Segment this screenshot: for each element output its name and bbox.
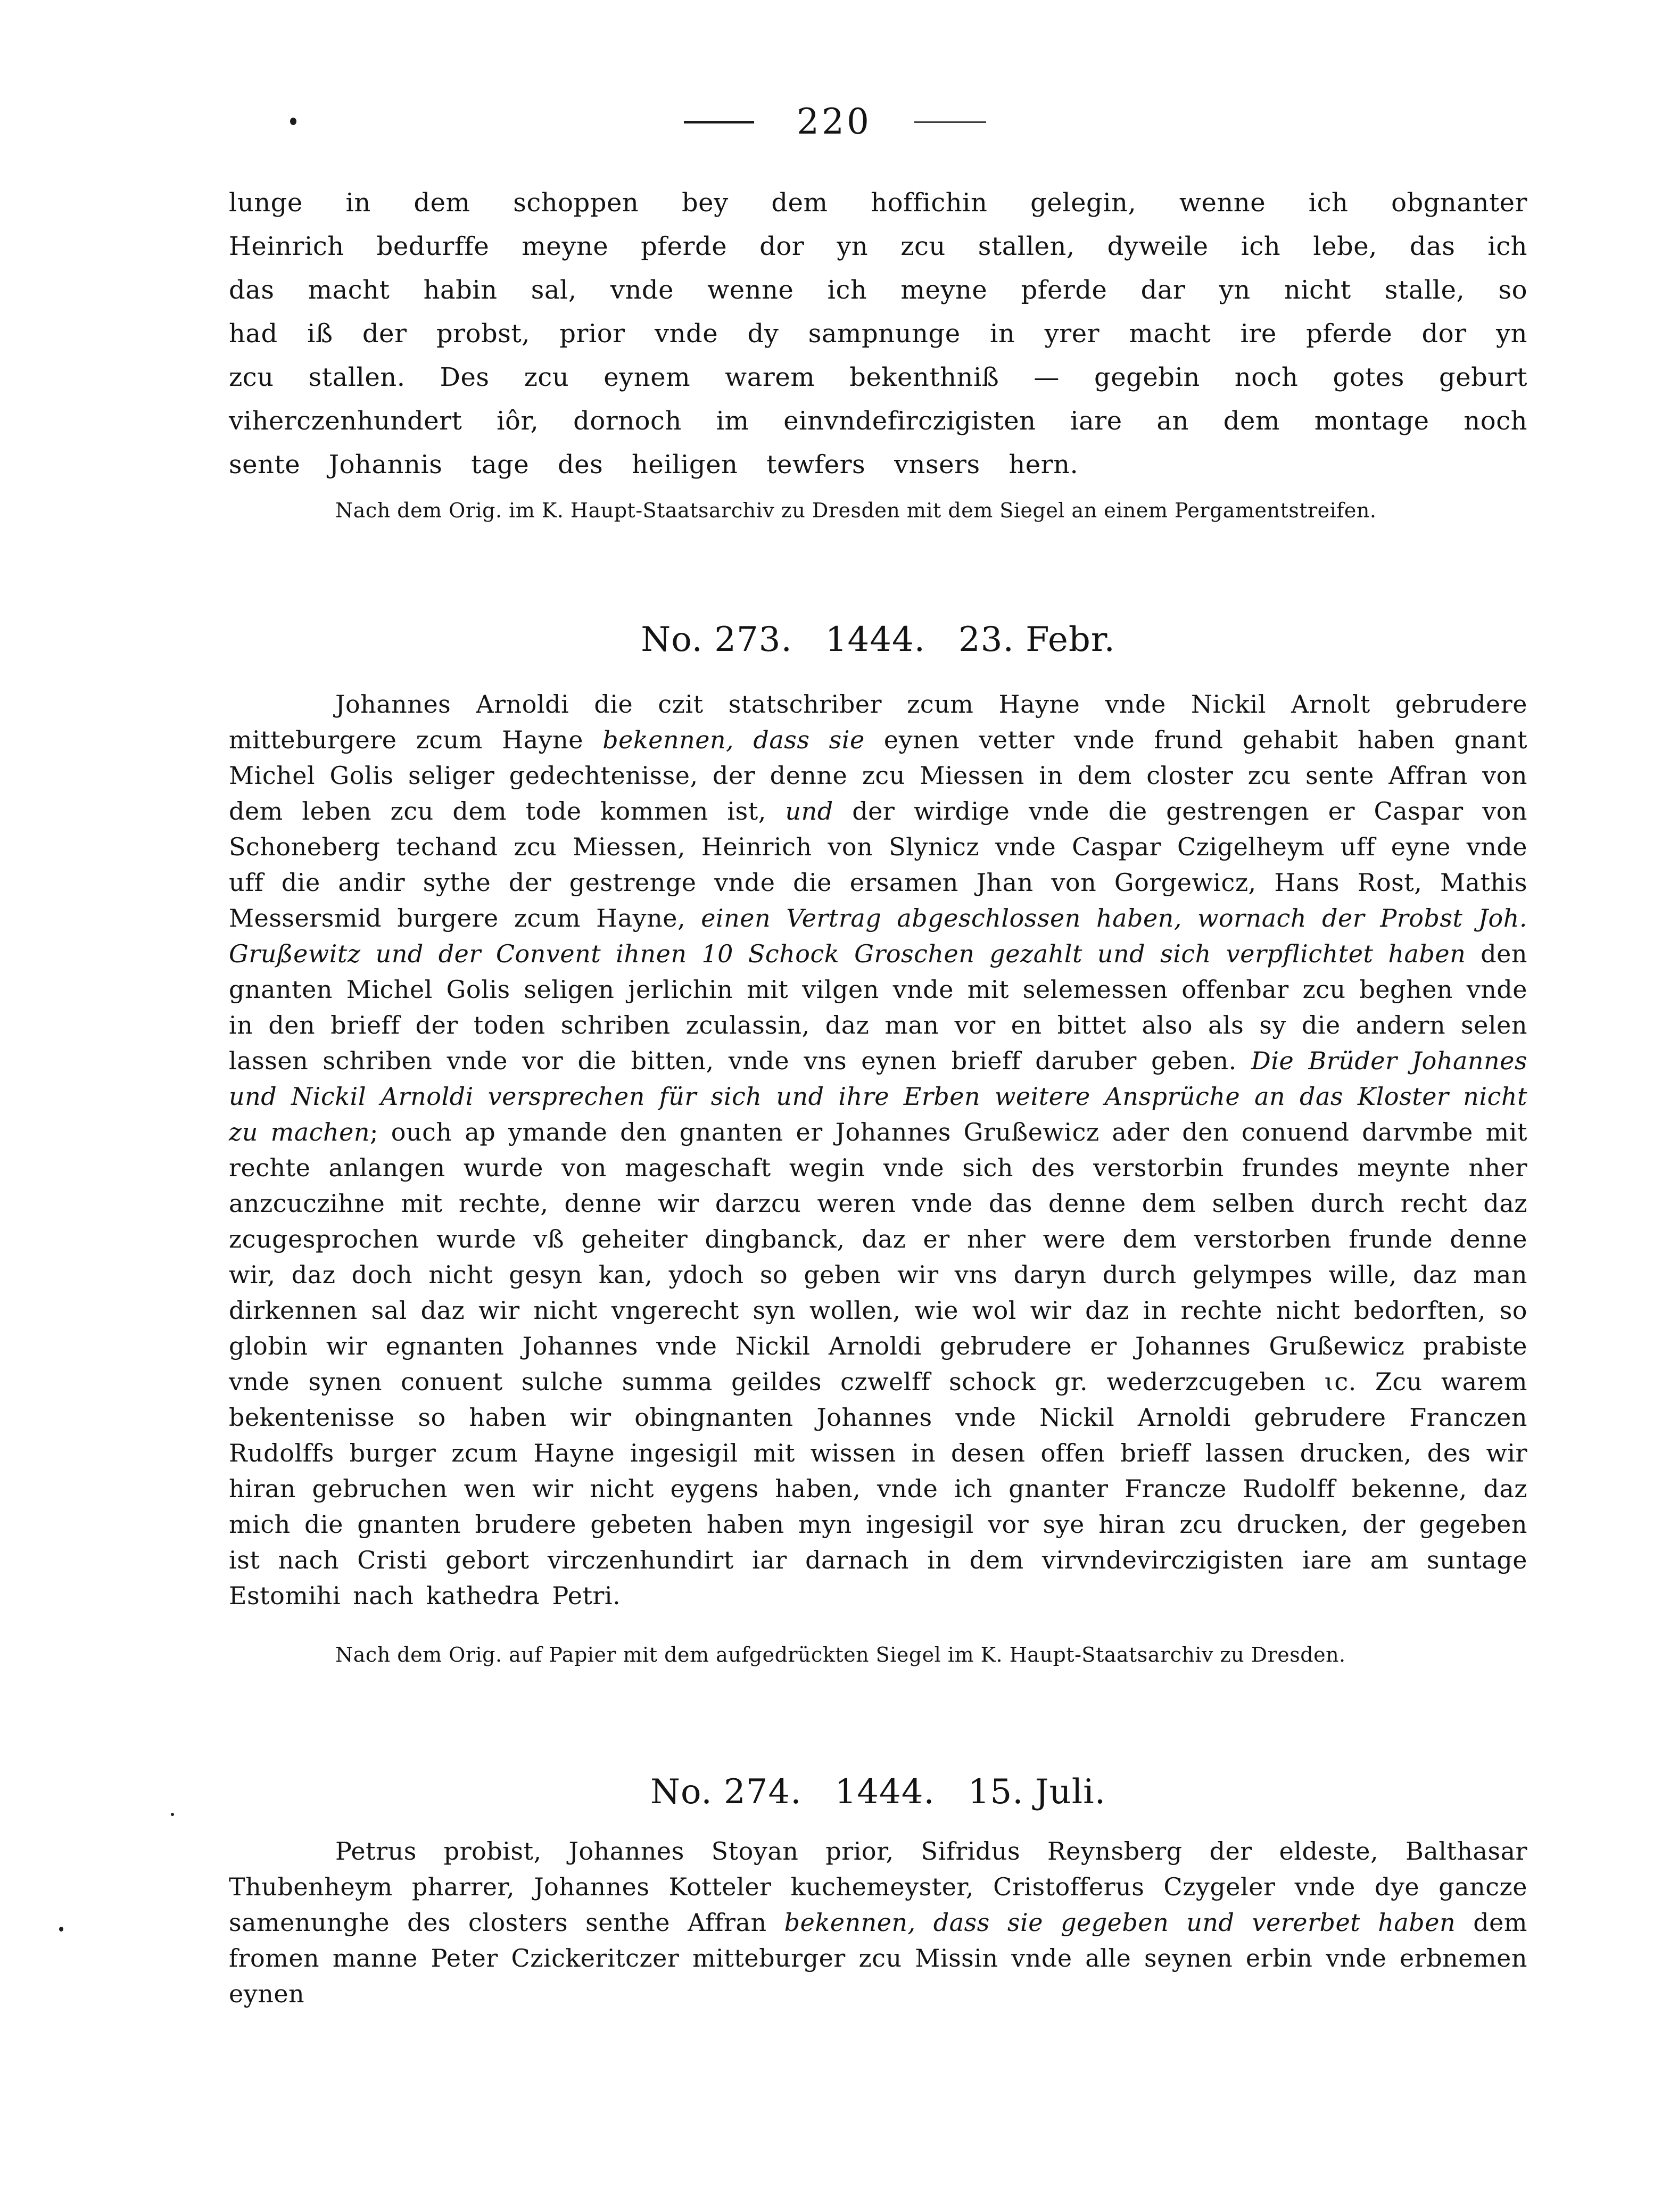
doc-274-heading-date: 15. Juli.	[968, 1772, 1106, 1812]
doc-274-segment-0: Petrus probist, Johannes Stoyan prior, Sifridus Reynsberg der eldeste, Balthasar Thubenheym pharrer, Johannes Kotteler kuchemeyster, Cristofferus Czygeler vnde dye gancze samenunghe des closters senthe Affran	[229, 1837, 1527, 1937]
doc-273-segment-4: der wirdige vnde die gestrengen er Caspar von Schoneberg techand zcu Miessen, Heinrich von Slynicz vnde Caspar Czigelheym uff eyne vnde uff die andir sythe der gestrenge vnde die ersamen Jhan von Gorgewicz, Hans Rost, Mathis Messersmid burgere zcum Hayne,	[229, 797, 1528, 932]
header-rule-left	[684, 121, 754, 123]
ink-speck	[290, 118, 296, 125]
doc-273-heading-number: No. 273.	[641, 620, 792, 659]
header-rule-right	[914, 121, 986, 123]
doc-273-segment-3: und	[785, 797, 833, 826]
paragraph-continuation-text: lunge in dem schoppen bey dem hoffichin gelegin, wenne ich obgnanter Heinrich bedurffe meyne pferde dor yn zcu stallen, dyweile ich lebe, das ich das macht habin sal, vnde wenne ich meyne pferde dar yn nicht stalle, so had iß der probst, prior vnde dy sampnunge in yrer macht ire pferde dor yn zcu stallen. Des zcu eynem warem bekenthniß — gegebin noch gotes geburt viherczenhundert iôr, dornoch im einvndefirczigisten iare an dem montage noch sente Johannis tage des heiligen tewfers vnsers hern.	[229, 188, 1527, 480]
doc-273-heading-year: 1444.	[825, 620, 926, 659]
doc-273-segment-5: einen Vertrag abgeschlossen haben, wornach der Probst Joh. Grußewitz und der Convent ihnen 10 Schock Groschen gezahlt und sich verpflichtet haben	[229, 904, 1528, 968]
paragraph-continuation-doc-272	[229, 181, 1527, 486]
doc-273-segment-8: ; ouch ap ymande den gnanten er Johannes Grußewicz ader den conuend darvmbe mit rechte anlangen wurde von mageschaft wegin vnde sich des verstorbin frundes meynte nher anzcuczihne mit rechte, denne wir darzcu weren vnde das denne dem selben durch recht daz zcugesprochen wurde vß geheiter dingbanck, daz er nher were dem verstorben frunde denne wir, daz doch nicht gesyn kan, ydoch so geben wir vns daryn durch gelympes wille, daz man dirkennen sal daz wir nicht vngerecht syn wollen, wie wol wir daz in rechte nicht bedorften, so globin wir egnanten Johannes vnde Nickil Arnoldi gebrudere er Johannes Grußewicz prabiste vnde synen conuent sulche summa geildes czwelff schock gr. wederzcugeben ɩc. Zcu warem bekentenisse so haben wir obingnanten Johannes vnde Nickil Arnoldi gebrudere Franczen Rudolffs burger zcum Hayne ingesigil mit wissen in desen offen brieff lassen drucken, des wir hiran gebruchen wen wir nicht eygens haben, vnde ich gnanter Francze Rudolff bekenne, daz mich die gnanten brudere gebeten haben myn ingesigil vor sye hiran zcu drucken, der gegeben ist nach Cristi gebort virczenhundirt iar darnach in dem virvndevirczigisten iare am suntage Estomihi nach kathedra Petri.	[229, 1118, 1528, 1610]
doc-274-segment-2: dem fromen manne Peter Czickeritczer mitteburger zcu Missin vnde alle seynen erbin vnde erbnemen eynen	[229, 1908, 1527, 2008]
doc-273-segment-2: eynen vetter vnde frund gehabit haben gnant Michel Golis seliger gedechtenisse, der denne zcu Miessen in dem closter zcu sente Affran von dem leben zcu dem tode kommen ist,	[229, 725, 1527, 826]
ink-speck	[59, 1927, 63, 1932]
doc-273-heading-date: 23. Febr.	[958, 620, 1115, 659]
doc-273-segment-6: den gnanten Michel Golis seligen jerlichin mit vilgen vnde mit selemessen offenbar zcu beghen vnde in den brieff der toden schriben zculassin, daz man vor en bittet also als sy die andern selen lassen schriben vnde vor die bitten, vnde vns eynen brieff daruber geben.	[229, 939, 1527, 1075]
doc-273-segment-0: Johannes Arnoldi die czit statschriber zcum Hayne vnde Nickil Arnolt gebrudere mitteburgere zcum Hayne	[229, 690, 1527, 754]
page-header	[0, 101, 1670, 142]
page-number: 220	[797, 101, 872, 142]
doc-274-heading-number: No. 274.	[650, 1772, 802, 1812]
ink-speck	[171, 1813, 174, 1816]
source-note-doc-273: Nach dem Orig. auf Papier mit dem aufgedrückten Siegel im K. Haupt-Staatsarchiv zu Dresden.	[335, 1643, 1346, 1666]
doc-274-segment-1: bekennen, dass sie gegeben und vererbet haben	[784, 1908, 1456, 1937]
doc-274-paragraph	[229, 1834, 1527, 2012]
doc-273-heading	[229, 620, 1527, 659]
doc-273-paragraph	[229, 687, 1527, 1614]
doc-274-heading-year: 1444.	[834, 1772, 935, 1812]
source-note-doc-272: Nach dem Orig. im K. Haupt-Staatsarchiv zu Dresden mit dem Siegel an einem Pergamentstreifen.	[335, 499, 1377, 522]
doc-273-segment-1: bekennen, dass sie	[602, 725, 865, 754]
doc-274-heading	[229, 1772, 1527, 1812]
doc-273-segment-7: Die Brüder Johannes und Nickil Arnoldi versprechen für sich und ihre Erben weitere Ansprüche an das Kloster nicht zu machen	[229, 1046, 1527, 1146]
